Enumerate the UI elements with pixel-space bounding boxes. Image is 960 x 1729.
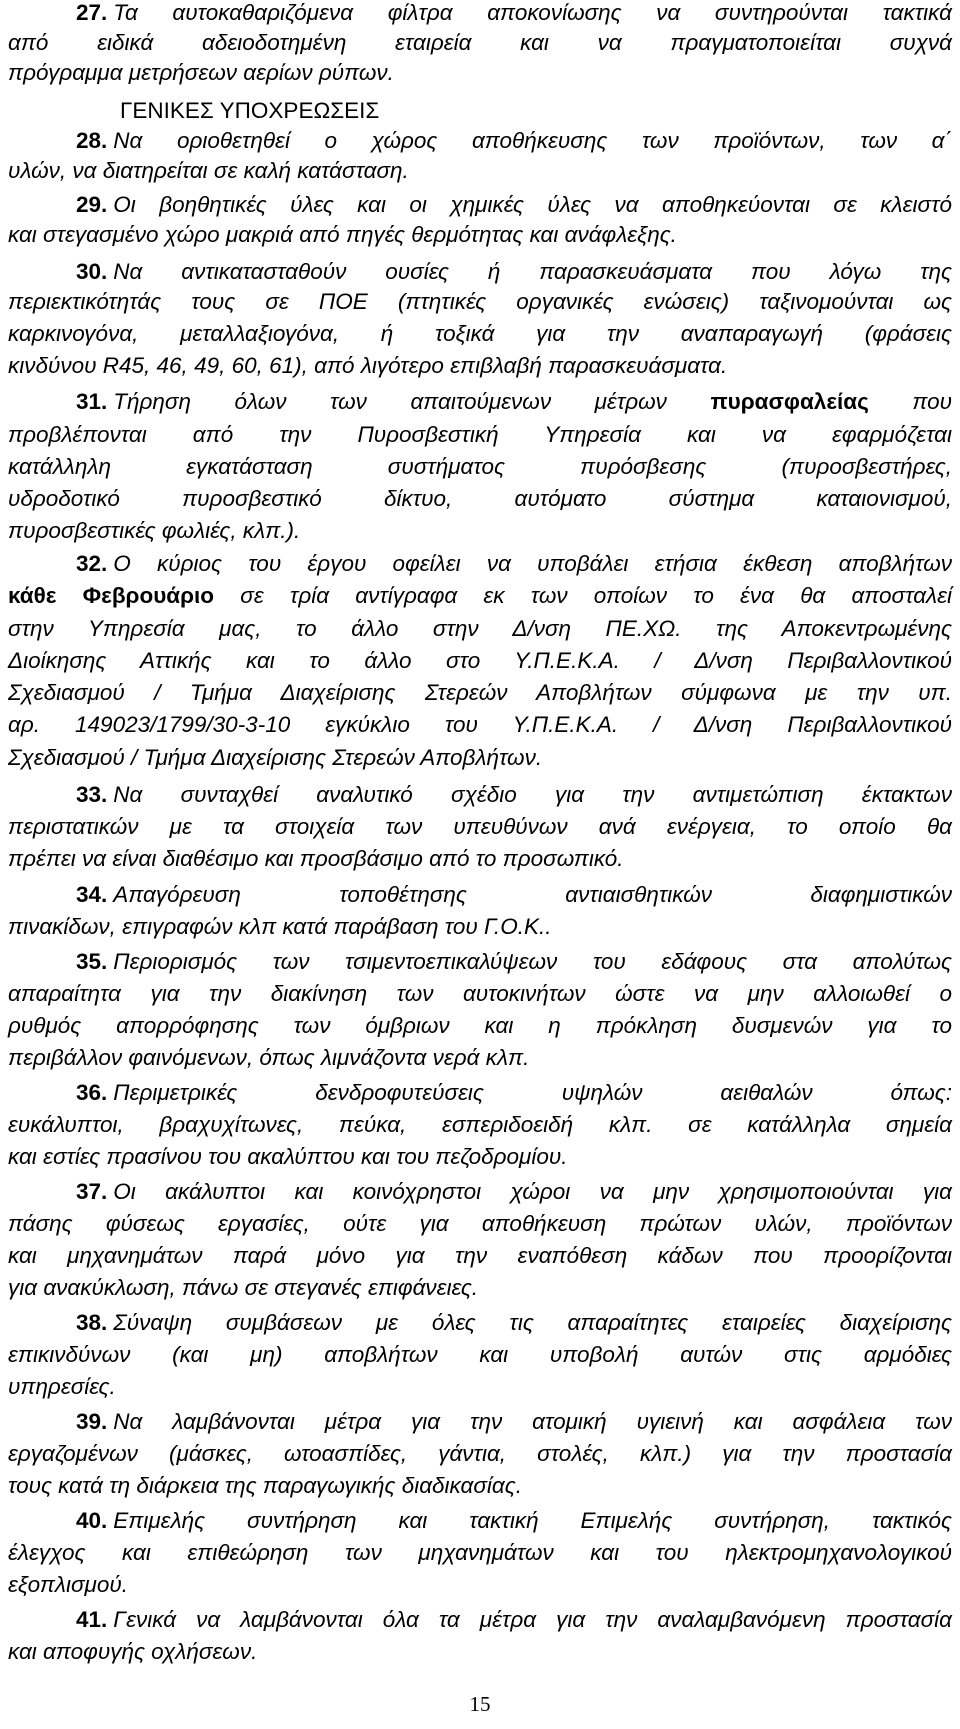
- emphasis-text: πυρασφαλείας: [710, 389, 869, 414]
- list-item-27-line-3: πρόγραμμα μετρήσεων αερίων ρύπων.: [8, 60, 394, 85]
- list-item-36-line-3: και εστίες πρασίνου του ακαλύπτου και του πεζοδρομίου.: [8, 1144, 568, 1169]
- list-item-34-line-2: πινακίδων, επιγραφών κλπ κατά παράβαση του Γ.Ο.Κ..: [8, 914, 552, 939]
- list-item-39-line-1: [76, 1405, 952, 1439]
- item-number: 32.: [76, 551, 108, 576]
- item-number: 37.: [76, 1179, 108, 1204]
- item-number: 27.: [76, 0, 108, 25]
- list-item-32-line-2: [8, 579, 952, 613]
- page-number: 15: [469, 1692, 491, 1716]
- item-text: Να λαμβάνονται μέτρα για την ατομική υγιεινή και ασφάλεια των: [113, 1409, 952, 1434]
- list-item-37-line-3: και μηχανημάτων παρά μόνο για την εναπόθεση κάδων που προορίζονται: [8, 1243, 952, 1268]
- item-number: 35.: [76, 949, 108, 974]
- item-text: Οι ακάλυπτοι και κοινόχρηστοι χώροι να μην χρησιμοποιούνται για: [113, 1179, 952, 1204]
- list-item-28-line-2: υλών, να διατηρείται σε καλή κατάσταση.: [8, 158, 409, 183]
- item-text: Σύναψη συμβάσεων με όλες τις απαραίτητες εταιρείες διαχείρισης: [113, 1310, 952, 1335]
- item-text: που: [912, 389, 952, 414]
- list-item-29-line-1: [76, 188, 952, 222]
- list-item-35-line-4: περιβάλλον φαινόμενων, όπως λιμνάζοντα νερά κλπ.: [8, 1045, 530, 1070]
- list-item-27-line-2: από ειδικά αδειοδοτημένη εταιρεία και να πραγματοποιείται συχνά: [8, 30, 952, 55]
- item-number: 34.: [76, 882, 108, 907]
- list-item-31-line-3: κατάλληλη εγκατάσταση συστήματος πυρόσβεσης (πυροσβεστήρες,: [8, 454, 952, 479]
- list-item-36-line-1: [76, 1076, 952, 1110]
- list-item-35-line-2: απαραίτητα για την διακίνηση των αυτοκινήτων ώστε να μην αλλοιωθεί ο: [8, 981, 952, 1006]
- list-item-41-line-1: [76, 1603, 952, 1637]
- list-item-35-line-3: ρυθμός απορρόφησης των όμβριων και η πρόκληση δυσμενών για το: [8, 1013, 952, 1038]
- list-item-37-line-2: πάσης φύσεως εργασίες, ούτε για αποθήκευση πρώτων υλών, προϊόντων: [8, 1211, 952, 1236]
- list-item-32-line-7: Σχεδιασμού / Τμήμα Διαχείρισης Στερεών Αποβλήτων.: [8, 745, 543, 770]
- list-item-31-line-4: υδροδοτικό πυροσβεστικό δίκτυο, αυτόματο σύστημα καταιονισμού,: [8, 486, 952, 511]
- section-heading: ΓΕΝΙΚΕΣ ΥΠΟΧΡΕΩΣΕΙΣ: [120, 98, 380, 123]
- list-item-31-line-5: πυροσβεστικές φωλιές, κλπ.).: [8, 518, 301, 543]
- item-text: Να συνταχθεί αναλυτικό σχέδιο για την αντιμετώπιση έκτακτων: [113, 782, 952, 807]
- list-item-30-line-4: κινδύνου R45, 46, 49, 60, 61), από λιγότερο επιβλαβή παρασκευάσματα.: [8, 353, 728, 378]
- list-item-38-line-2: επικινδύνων (και μη) αποβλήτων και υποβολή αυτών στις αρμόδιες: [8, 1342, 952, 1367]
- item-text: σε τρία αντίγραφα εκ των οποίων το ένα θα αποσταλεί: [240, 583, 952, 608]
- item-number: 40.: [76, 1508, 108, 1533]
- item-text: Οι βοηθητικές ύλες και οι χημικές ύλες να αποθηκεύονται σε κλειστό: [113, 192, 952, 217]
- list-item-30-line-3: καρκινογόνα, μεταλλαξιογόνα, ή τοξικά για την αναπαραγωγή (φράσεις: [8, 321, 952, 346]
- item-number: 31.: [76, 389, 108, 414]
- item-text: Επιμελής συντήρηση και τακτική Επιμελής συντήρηση, τακτικός: [113, 1508, 952, 1533]
- list-item-39-line-2: εργαζομένων (μάσκες, ωτοασπίδες, γάντια, στολές, κλπ.) για την προστασία: [8, 1441, 952, 1466]
- list-item-30-line-2: περιεκτικότητάς τους σε ΠΟΕ (πτητικές οργανικές ενώσεις) ταξινομούνται ως: [8, 289, 952, 314]
- list-item-32-line-5: Σχεδιασμού / Τμήμα Διαχείρισης Στερεών Αποβλήτων σύμφωνα με την υπ.: [8, 680, 952, 705]
- list-item-32-line-4: Διοίκησης Αττικής και το άλλο στο Υ.Π.Ε.Κ.Α. / Δ/νση Περιβαλλοντικού: [8, 648, 952, 673]
- list-item-33-line-1: [76, 778, 952, 812]
- item-number: 39.: [76, 1409, 108, 1434]
- item-number: 30.: [76, 259, 108, 284]
- list-item-35-line-1: [76, 945, 952, 979]
- item-text: Να οριοθετηθεί ο χώρος αποθήκευσης των προϊόντων, των α΄: [113, 128, 952, 153]
- item-number: 33.: [76, 782, 108, 807]
- item-number: 36.: [76, 1080, 108, 1105]
- item-text: Ο κύριος του έργου οφείλει να υποβάλει ετήσια έκθεση αποβλήτων: [113, 551, 952, 576]
- emphasis-text: κάθε Φεβρουάριο: [8, 583, 215, 608]
- list-item-32-line-6: αρ. 149023/1799/30-3-10 εγκύκλιο του Υ.Π.Ε.Κ.Α. / Δ/νση Περιβαλλοντικού: [8, 712, 952, 737]
- item-number: 41.: [76, 1607, 108, 1632]
- list-item-37-line-1: [76, 1175, 952, 1209]
- list-item-40-line-3: εξοπλισμού.: [8, 1572, 128, 1597]
- list-item-32-line-3: στην Υπηρεσία μας, το άλλο στην Δ/νση ΠΕ.ΧΩ. της Αποκεντρωμένης: [8, 616, 952, 641]
- item-text: Να αντικατασταθούν ουσίες ή παρασκευάσματα που λόγω της: [113, 259, 952, 284]
- item-text: Περιμετρικές δενδροφυτεύσεις υψηλών αειθαλών όπως:: [113, 1080, 952, 1105]
- list-item-40-line-1: [76, 1504, 952, 1538]
- list-item-38-line-1: [76, 1306, 952, 1340]
- item-number: 38.: [76, 1310, 108, 1335]
- list-item-39-line-3: τους κατά τη διάρκεια της παραγωγικής διαδικασίας.: [8, 1473, 522, 1498]
- list-item-29-line-2: και στεγασμένο χώρο μακριά από πηγές θερμότητας και ανάφλεξης.: [8, 222, 677, 247]
- list-item-33-line-2: περιστατικών με τα στοιχεία των υπευθύνων ανά ενέργεια, το οποίο θα: [8, 814, 952, 839]
- item-text: Τα αυτοκαθαριζόμενα φίλτρα αποκονίωσης να συντηρούνται τακτικά: [113, 0, 952, 25]
- list-item-28-line-1: [76, 124, 952, 158]
- list-item-38-line-3: υπηρεσίες.: [8, 1374, 116, 1399]
- list-item-37-line-4: για ανακύκλωση, πάνω σε στεγανές επιφάνειες.: [8, 1275, 479, 1300]
- item-text: Περιορισμός των τσιμεντοεπικαλύψεων του εδάφους στα απολύτως: [113, 949, 952, 974]
- item-number: 29.: [76, 192, 108, 217]
- list-item-34-line-1: [76, 878, 952, 912]
- list-item-31-line-1: [76, 385, 952, 419]
- list-item-32-line-1: [76, 547, 952, 581]
- list-item-36-line-2: ευκάλυπτοι, βραχυχίτωνες, πεύκα, εσπεριδοειδή κλπ. σε κατάλληλα σημεία: [8, 1112, 952, 1137]
- item-text: Γενικά να λαμβάνονται όλα τα μέτρα για την αναλαμβανόμενη προστασία: [113, 1607, 952, 1632]
- list-item-31-line-2: προβλέπονται από την Πυροσβεστική Υπηρεσία και να εφαρμόζεται: [8, 422, 952, 447]
- list-item-41-line-2: και αποφυγής οχλήσεων.: [8, 1639, 258, 1664]
- list-item-33-line-3: πρέπει να είναι διαθέσιμο και προσβάσιμο από το προσωπικό.: [8, 846, 624, 871]
- item-number: 28.: [76, 128, 108, 153]
- item-text: Τήρηση όλων των απαιτούμενων μέτρων: [113, 389, 667, 414]
- list-item-40-line-2: έλεγχος και επιθεώρηση των μηχανημάτων και του ηλεκτρομηχανολογικού: [8, 1540, 952, 1565]
- list-item-30-line-1: [76, 255, 952, 289]
- item-text: Απαγόρευση τοποθέτησης αντιαισθητικών διαφημιστικών: [113, 882, 952, 907]
